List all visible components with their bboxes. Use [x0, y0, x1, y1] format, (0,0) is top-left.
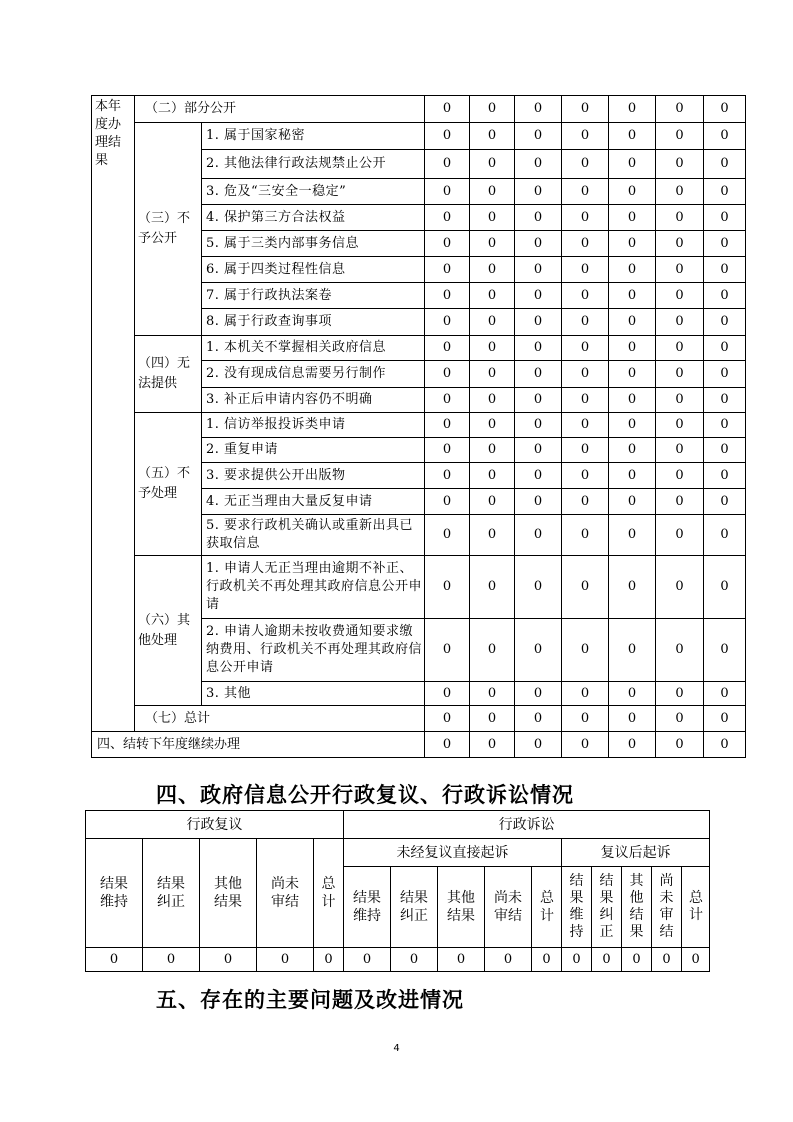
value-cell: 0 [425, 515, 470, 556]
value-cell: 0 [515, 515, 562, 556]
value-cell: 0 [609, 515, 656, 556]
value-cell: 0 [609, 388, 656, 413]
value-cell: 0 [704, 732, 746, 758]
value-cell: 0 [425, 388, 470, 413]
value-cell: 0 [470, 150, 515, 179]
row-label: （七）总计 [135, 706, 425, 732]
value-cell: 0 [86, 948, 143, 972]
value-cell: 0 [562, 283, 609, 309]
after-col-header: 尚未审结 [652, 867, 682, 948]
litigation-header: 行政诉讼 [344, 811, 710, 839]
value-cell: 0 [562, 96, 609, 123]
value-cell: 0 [609, 413, 656, 438]
value-cell: 0 [470, 515, 515, 556]
value-cell: 0 [609, 438, 656, 463]
value-cell: 0 [656, 515, 704, 556]
value-cell: 0 [425, 413, 470, 438]
value-cell: 0 [609, 682, 656, 706]
value-cell: 0 [257, 948, 314, 972]
value-cell: 0 [656, 682, 704, 706]
value-cell: 0 [562, 336, 609, 361]
value-cell: 0 [609, 336, 656, 361]
value-cell: 0 [656, 732, 704, 758]
value-cell: 0 [609, 556, 656, 619]
row-label: 2. 申请人逾期未按收费通知要求缴纳费用、行政机关不再处理其政府信息公开申请 [202, 619, 425, 682]
value-cell: 0 [425, 336, 470, 361]
row-label: 5. 属于三类内部事务信息 [202, 231, 425, 257]
value-cell: 0 [515, 438, 562, 463]
direct-col-header: 结果维持 [344, 867, 391, 948]
value-cell: 0 [515, 179, 562, 205]
value-cell: 0 [470, 556, 515, 619]
value-cell: 0 [562, 948, 592, 972]
value-cell: 0 [515, 231, 562, 257]
value-cell: 0 [515, 463, 562, 489]
value-cell: 0 [470, 283, 515, 309]
row-label: 8. 属于行政查询事项 [202, 309, 425, 336]
row-label: 3. 补正后申请内容仍不明确 [202, 388, 425, 413]
value-cell: 0 [609, 706, 656, 732]
value-cell: 0 [704, 388, 746, 413]
value-cell: 0 [704, 231, 746, 257]
value-cell: 0 [562, 463, 609, 489]
value-cell: 0 [609, 489, 656, 515]
value-cell: 0 [704, 682, 746, 706]
row-label: 3. 要求提供公开出版物 [202, 463, 425, 489]
value-cell: 0 [425, 361, 470, 388]
value-cell: 0 [562, 515, 609, 556]
value-cell: 0 [656, 413, 704, 438]
value-cell: 0 [656, 283, 704, 309]
value-cell: 0 [562, 257, 609, 283]
row-label: （二）部分公开 [135, 96, 425, 123]
value-cell: 0 [704, 556, 746, 619]
value-cell: 0 [656, 336, 704, 361]
value-cell: 0 [562, 231, 609, 257]
value-cell: 0 [656, 463, 704, 489]
value-cell: 0 [656, 150, 704, 179]
value-cell: 0 [515, 556, 562, 619]
value-cell: 0 [704, 438, 746, 463]
value-cell: 0 [652, 948, 682, 972]
value-cell: 0 [656, 619, 704, 682]
year-results-label: 本年度办理结果 [92, 96, 135, 732]
after-header: 复议后起诉 [562, 839, 710, 867]
value-cell: 0 [609, 309, 656, 336]
value-cell: 0 [704, 619, 746, 682]
value-cell: 0 [656, 205, 704, 231]
value-cell: 0 [200, 948, 257, 972]
value-cell: 0 [515, 283, 562, 309]
value-cell: 0 [470, 732, 515, 758]
after-col-header: 其他结果 [622, 867, 652, 948]
value-cell: 0 [704, 361, 746, 388]
value-cell: 0 [656, 257, 704, 283]
direct-header: 未经复议直接起诉 [344, 839, 562, 867]
value-cell: 0 [515, 205, 562, 231]
value-cell: 0 [470, 231, 515, 257]
value-cell: 0 [425, 96, 470, 123]
value-cell: 0 [704, 309, 746, 336]
value-cell: 0 [609, 732, 656, 758]
value-cell: 0 [515, 732, 562, 758]
value-cell: 0 [656, 388, 704, 413]
value-cell: 0 [470, 438, 515, 463]
value-cell: 0 [470, 619, 515, 682]
value-cell: 0 [562, 205, 609, 231]
review-litigation-table [85, 810, 710, 972]
value-cell: 0 [609, 205, 656, 231]
value-cell: 0 [470, 96, 515, 123]
value-cell: 0 [609, 231, 656, 257]
value-cell: 0 [704, 515, 746, 556]
value-cell: 0 [314, 948, 344, 972]
value-cell: 0 [425, 179, 470, 205]
value-cell: 0 [609, 283, 656, 309]
value-cell: 0 [470, 205, 515, 231]
row-label: 2. 重复申请 [202, 438, 425, 463]
value-cell: 0 [562, 123, 609, 150]
value-cell: 0 [515, 123, 562, 150]
value-cell: 0 [562, 732, 609, 758]
group-unable-to-provide: （四）无法提供 [135, 336, 202, 413]
value-cell: 0 [515, 257, 562, 283]
value-cell: 0 [485, 948, 532, 972]
value-cell: 0 [609, 361, 656, 388]
after-col-header: 结果纠正 [592, 867, 622, 948]
value-cell: 0 [562, 150, 609, 179]
value-cell: 0 [344, 948, 391, 972]
value-cell: 0 [704, 336, 746, 361]
value-cell: 0 [515, 619, 562, 682]
row-label: 1. 申请人无正当理由逾期不补正、行政机关不再处理其政府信息公开申请 [202, 556, 425, 619]
value-cell: 0 [425, 309, 470, 336]
review-col-header: 其他结果 [200, 839, 257, 948]
row-label: 7. 属于行政执法案卷 [202, 283, 425, 309]
value-cell: 0 [515, 489, 562, 515]
row-label: 四、结转下年度继续办理 [92, 732, 425, 758]
value-cell: 0 [470, 309, 515, 336]
value-cell: 0 [609, 96, 656, 123]
value-cell: 0 [704, 489, 746, 515]
value-cell: 0 [609, 463, 656, 489]
review-col-header: 总计 [314, 839, 344, 948]
value-cell: 0 [562, 309, 609, 336]
value-cell: 0 [470, 463, 515, 489]
value-cell: 0 [656, 361, 704, 388]
value-cell: 0 [470, 706, 515, 732]
row-label: 3. 其他 [202, 682, 425, 706]
value-cell: 0 [656, 438, 704, 463]
group-not-processed: （五）不予处理 [135, 413, 202, 556]
value-cell: 0 [704, 123, 746, 150]
after-col-header: 总计 [682, 867, 710, 948]
value-cell: 0 [470, 489, 515, 515]
value-cell: 0 [682, 948, 710, 972]
row-label: 2. 其他法律行政法规禁止公开 [202, 150, 425, 179]
value-cell: 0 [562, 179, 609, 205]
value-cell: 0 [704, 205, 746, 231]
value-cell: 0 [515, 413, 562, 438]
group-not-disclosed: （三）不予公开 [135, 123, 202, 336]
value-cell: 0 [656, 96, 704, 123]
value-cell: 0 [425, 732, 470, 758]
review-col-header: 结果维持 [86, 839, 143, 948]
value-cell: 0 [470, 257, 515, 283]
value-cell: 0 [515, 361, 562, 388]
row-label: 3. 危及“三安全一稳定” [202, 179, 425, 205]
value-cell: 0 [704, 706, 746, 732]
value-cell: 0 [609, 257, 656, 283]
value-cell: 0 [704, 257, 746, 283]
value-cell: 0 [562, 706, 609, 732]
row-label: 5. 要求行政机关确认或重新出具已获取信息 [202, 515, 425, 556]
value-cell: 0 [515, 150, 562, 179]
value-cell: 0 [470, 361, 515, 388]
value-cell: 0 [425, 257, 470, 283]
value-cell: 0 [425, 489, 470, 515]
value-cell: 0 [562, 619, 609, 682]
review-col-header: 尚未审结 [257, 839, 314, 948]
value-cell: 0 [656, 556, 704, 619]
value-cell: 0 [425, 463, 470, 489]
value-cell: 0 [470, 682, 515, 706]
value-cell: 0 [656, 123, 704, 150]
value-cell: 0 [704, 463, 746, 489]
row-label: 2. 没有现成信息需要另行制作 [202, 361, 425, 388]
value-cell: 0 [515, 309, 562, 336]
direct-col-header: 其他结果 [438, 867, 485, 948]
value-cell: 0 [704, 413, 746, 438]
value-cell: 0 [143, 948, 200, 972]
value-cell: 0 [609, 150, 656, 179]
value-cell: 0 [656, 706, 704, 732]
value-cell: 0 [562, 682, 609, 706]
row-label: 1. 信访举报投诉类申请 [202, 413, 425, 438]
value-cell: 0 [470, 388, 515, 413]
value-cell: 0 [562, 489, 609, 515]
section-4-title: 四、政府信息公开行政复议、行政诉讼情况 [156, 783, 574, 807]
value-cell: 0 [391, 948, 438, 972]
value-cell: 0 [425, 706, 470, 732]
value-cell: 0 [515, 96, 562, 123]
value-cell: 0 [592, 948, 622, 972]
value-cell: 0 [704, 150, 746, 179]
value-cell: 0 [425, 150, 470, 179]
value-cell: 0 [609, 619, 656, 682]
value-cell: 0 [425, 438, 470, 463]
value-cell: 0 [532, 948, 562, 972]
section-5-title: 五、存在的主要问题及改进情况 [156, 988, 464, 1012]
row-label: 4. 保护第三方合法权益 [202, 205, 425, 231]
value-cell: 0 [562, 438, 609, 463]
value-cell: 0 [425, 205, 470, 231]
direct-col-header: 总计 [532, 867, 562, 948]
value-cell: 0 [704, 179, 746, 205]
value-cell: 0 [656, 489, 704, 515]
value-cell: 0 [515, 388, 562, 413]
row-label: 4. 无正当理由大量反复申请 [202, 489, 425, 515]
value-cell: 0 [609, 179, 656, 205]
value-cell: 0 [562, 361, 609, 388]
value-cell: 0 [425, 123, 470, 150]
value-cell: 0 [470, 123, 515, 150]
value-cell: 0 [609, 123, 656, 150]
value-cell: 0 [515, 682, 562, 706]
row-label: 1. 本机关不掌握相关政府信息 [202, 336, 425, 361]
value-cell: 0 [622, 948, 652, 972]
value-cell: 0 [470, 179, 515, 205]
value-cell: 0 [470, 336, 515, 361]
review-header: 行政复议 [86, 811, 344, 839]
value-cell: 0 [425, 556, 470, 619]
group-other-processing: （六）其他处理 [135, 556, 202, 706]
value-cell: 0 [425, 231, 470, 257]
row-label: 6. 属于四类过程性信息 [202, 257, 425, 283]
value-cell: 0 [656, 309, 704, 336]
after-col-header: 结果维持 [562, 867, 592, 948]
value-cell: 0 [515, 336, 562, 361]
disclosure-results-table [91, 95, 746, 758]
row-label: 1. 属于国家秘密 [202, 123, 425, 150]
page-number: 4 [393, 1043, 400, 1054]
value-cell: 0 [470, 413, 515, 438]
direct-col-header: 尚未审结 [485, 867, 532, 948]
value-cell: 0 [425, 619, 470, 682]
value-cell: 0 [515, 706, 562, 732]
review-col-header: 结果纠正 [143, 839, 200, 948]
value-cell: 0 [425, 283, 470, 309]
value-cell: 0 [425, 682, 470, 706]
value-cell: 0 [704, 283, 746, 309]
value-cell: 0 [656, 179, 704, 205]
value-cell: 0 [656, 231, 704, 257]
value-cell: 0 [562, 556, 609, 619]
direct-col-header: 结果纠正 [391, 867, 438, 948]
value-cell: 0 [704, 96, 746, 123]
value-cell: 0 [438, 948, 485, 972]
value-cell: 0 [562, 388, 609, 413]
value-cell: 0 [562, 413, 609, 438]
